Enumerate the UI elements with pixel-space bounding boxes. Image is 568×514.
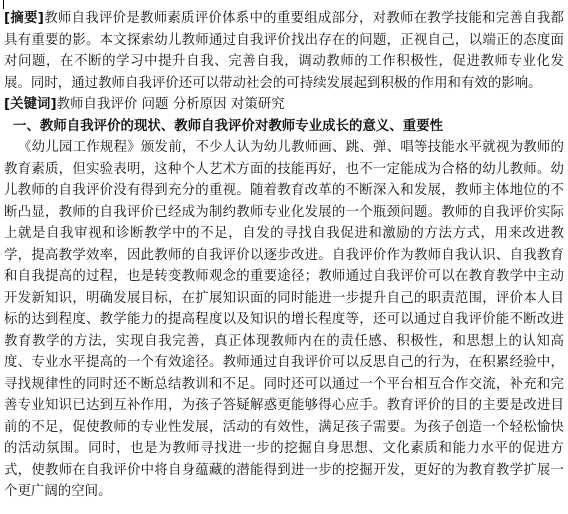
section-heading: 一、教师自我评价的现状、教师自我评价对教师专业成长的意义、重要性 bbox=[13, 118, 444, 134]
abstract-paragraph bbox=[4, 8, 564, 94]
abstract-text: 教师自我评价是教师素质评价体系中的重要组成部分，对教师在教学技能和完善自我都具有重要的影。本文探索幼儿教师通过自我评价找出存在的问题，正视自己，以端正的态度面对问题，在不断的学习中提升自我、完善自我，调动教师的工作积极性，促进教师专业化发展。同时，通过教师自我评价还可以带动社会的可持续发展起到积极的作用和有效的影响。 bbox=[4, 11, 564, 91]
keywords-paragraph bbox=[4, 94, 564, 116]
document-body bbox=[4, 8, 564, 503]
keywords-text: 教师自我评价 问题 分析原因 对策研究 bbox=[56, 97, 285, 112]
abstract-label: [摘要] bbox=[4, 11, 44, 26]
keywords-label: [关键词] bbox=[4, 97, 57, 112]
body-paragraph: 《幼儿园工作规程》颁发前，不少人认为幼儿教师画、跳、弹、唱等技能水平就视为教师的教育素质，但实验表明，这种个人艺术方面的技能再好，也不一定能成为合格的幼儿教师。幼儿教师的自我评价没有得到充分的重视。随着教育改革的不断深入和发展，教师主体地位的不断凸显，教师的自我评价已经成为制约教师专业化发展的一个瓶颈问题。教师的自我评价实际上就是自我审视和诊断教学中的不足，自发的寻找自我促进和激励的方法方式，用来改进教学，提高教学效率，因此教师的自我评价以逐步改进。自我评价作为教师自我认识、自我教育和自我提高的过程，也是转变教师观念的重要途径；教师通过自我评价可以在教育教学中主动开发新知识，明确发展目标，在扩展知识面的同时能进一步提升自己的职责范围，评价本人目标的达到程度、教学能力的提高程度以及知识的增长程度等，还可以通过自我评价能不断改进教育教学的方法，实现自我完善，真正体现教师内在的责任感、积极性，和思想上的认知高度、专业水平提高的一个有效途径。教师通过自我评价可以反思自己的行为，在积累经验中，寻找规律性的同时还不断总结教训和不足。同时还可以通过一个平台相互合作交流，补充和完善专业知识已达到互补作用，为孩子答疑解惑更能够得心应手。教育评价的目的主要是改进目前的不足，促使教师的专业性发展，活动的有效性，满足孩子需要。为孩子创造一个轻松愉快的活动氛围。同时，也是为教师寻找进一步的挖掘自身思想、文化素质和能力水平的促进方式，使教师在自我评价中将自身蕴藏的潜能得到进一步的挖掘开发，更好的为教育教学扩展一个更广阔的空间。 bbox=[4, 140, 564, 499]
